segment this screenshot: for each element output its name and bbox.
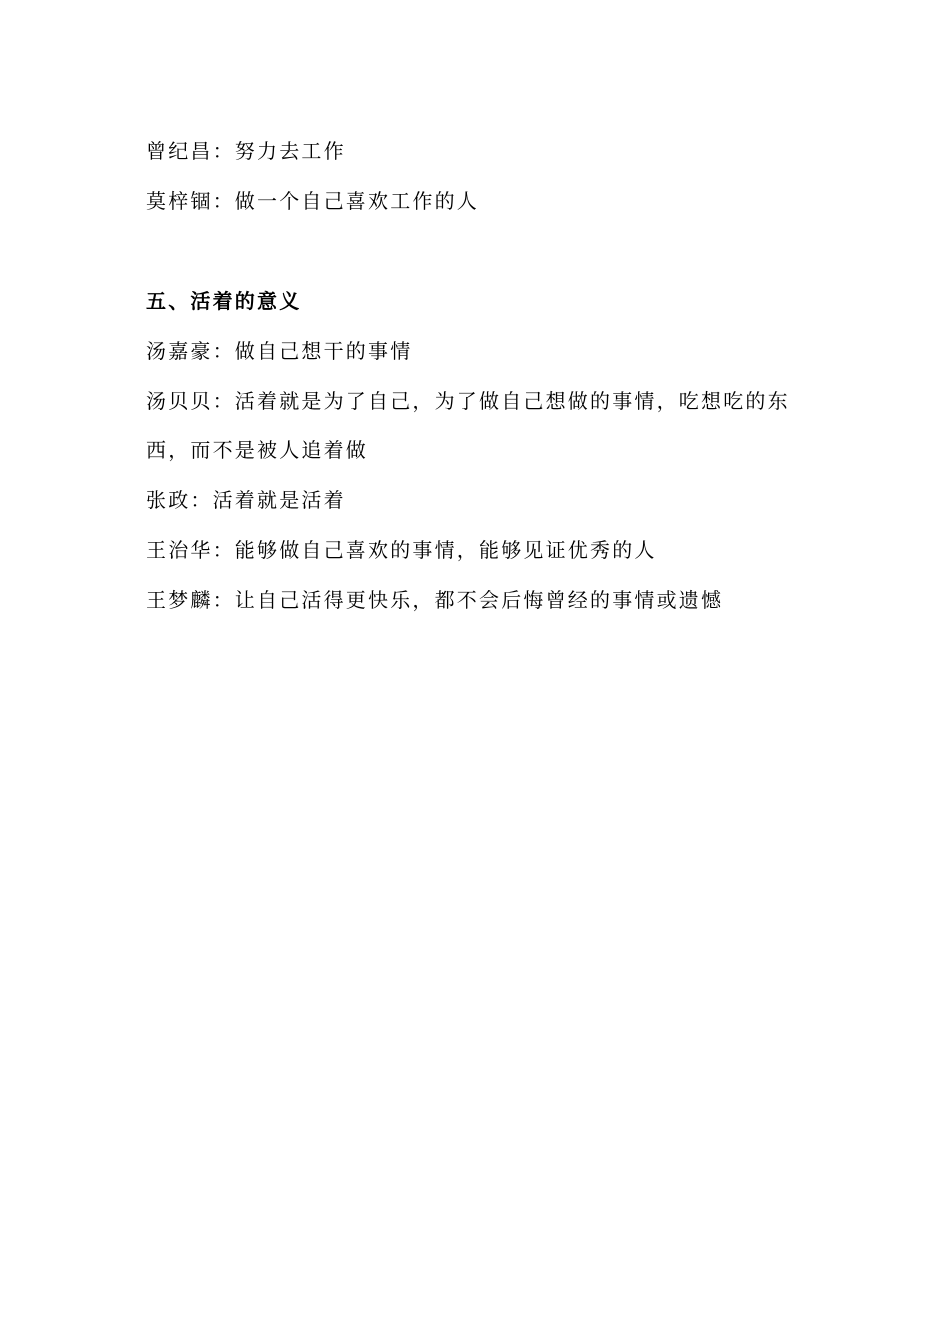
answer-line: 张政：活着就是活着 xyxy=(146,488,346,512)
answer-line: 曾纪昌：努力去工作 xyxy=(146,139,346,163)
answer-line: 汤嘉豪：做自己想干的事情 xyxy=(146,339,413,363)
answer-line: 王梦麟：让自己活得更快乐，都不会后悔曾经的事情或遗憾 xyxy=(146,588,724,612)
section-heading: 五、活着的意义 xyxy=(146,289,302,313)
answer-line: 王治华：能够做自己喜欢的事情，能够见证优秀的人 xyxy=(146,538,657,562)
answer-line: 汤贝贝：活着就是为了自己，为了做自己想做的事情，吃想吃的东 xyxy=(146,389,790,413)
answer-line-continued: 西，而不是被人追着做 xyxy=(146,438,368,462)
answer-line: 莫梓锢：做一个自己喜欢工作的人 xyxy=(146,189,479,213)
